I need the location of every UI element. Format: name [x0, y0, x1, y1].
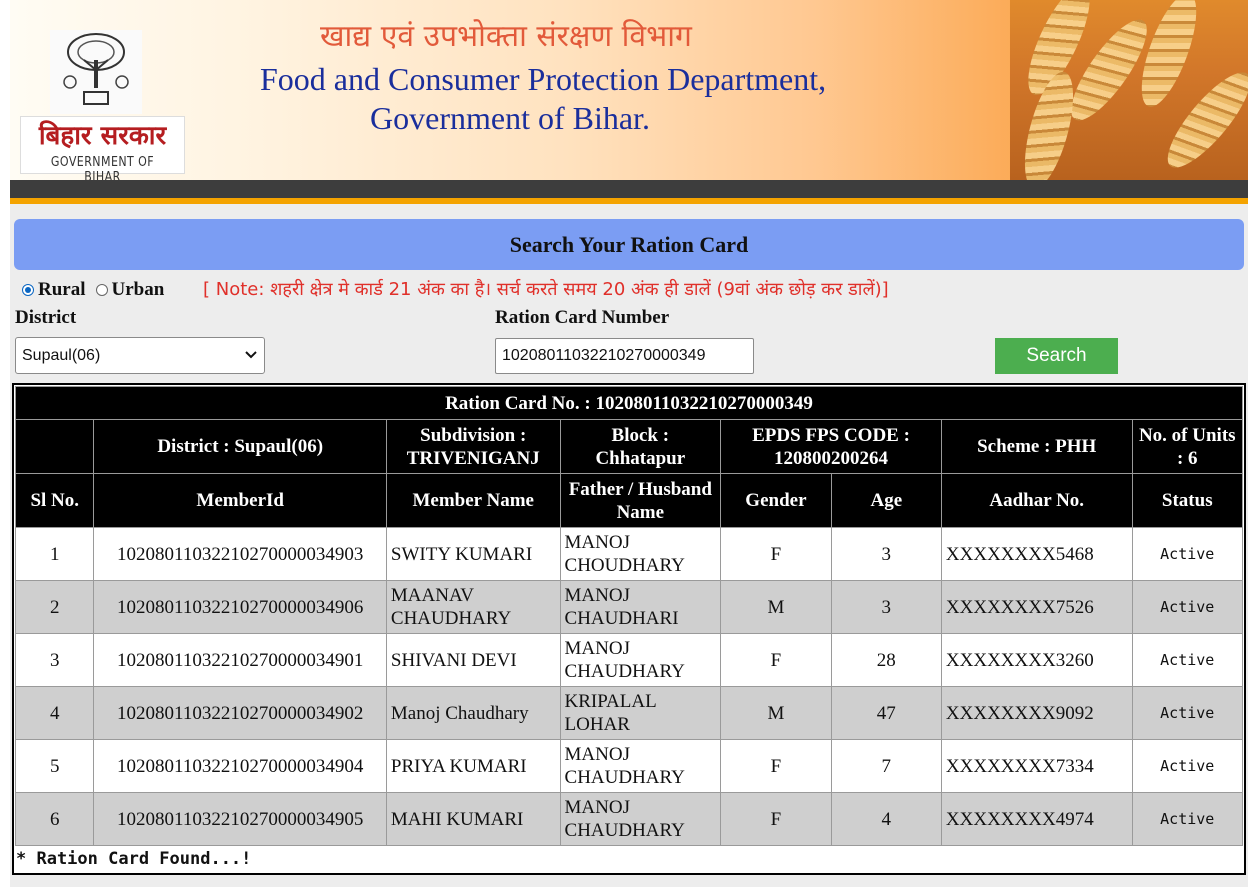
bodhi-tree-emblem-icon	[50, 30, 142, 114]
cell-age: 28	[831, 634, 941, 687]
cell-gender: M	[721, 581, 832, 634]
col-sl-no: Sl No.	[16, 474, 94, 528]
dept-title-hindi: खाद्य एवं उपभोक्ता संरक्षण विभाग	[320, 19, 692, 54]
govt-logo	[20, 30, 185, 180]
header-blank	[16, 420, 94, 474]
cell-age: 7	[831, 740, 941, 793]
cell-sl-no: 2	[16, 581, 94, 634]
cell-father-name: MANOJ CHAUDHARY	[560, 740, 721, 793]
col-age: Age	[831, 474, 941, 528]
header-divider-orange	[10, 198, 1248, 204]
cell-father-name: MANOJ CHAUDHARY	[560, 793, 721, 846]
cell-status: Active	[1132, 634, 1243, 687]
cell-aadhar: XXXXXXXX9092	[941, 687, 1132, 740]
cell-status: Active	[1132, 528, 1243, 581]
rural-radio[interactable]	[22, 284, 34, 296]
cell-age: 47	[831, 687, 941, 740]
logo-english-text: GOVERNMENT OF BIHAR	[50, 155, 155, 180]
chevron-down-icon	[244, 338, 258, 386]
cell-gender: F	[721, 528, 832, 581]
district-info: District : Supaul(06)	[94, 420, 386, 474]
cell-gender: F	[721, 793, 832, 846]
cell-gender: M	[721, 687, 832, 740]
epds-info: EPDS FPS CODE : 120800200264	[721, 420, 942, 474]
table-row	[16, 581, 1243, 634]
col-gender: Gender	[721, 474, 832, 528]
cell-aadhar: XXXXXXXX7526	[941, 581, 1132, 634]
cell-member-id: 1020801103221027000003490​2	[94, 687, 386, 740]
header-divider-dark	[10, 180, 1248, 198]
subdivision-info: Subdivision : TRIVENIGANJ	[386, 420, 560, 474]
wheat-image	[1010, 0, 1248, 180]
search-button[interactable]: Search	[995, 338, 1118, 374]
cell-aadhar: XXXXXXXX7334	[941, 740, 1132, 793]
rural-radio-label[interactable]: Rural	[38, 279, 86, 300]
cell-sl-no: 3	[16, 634, 94, 687]
col-aadhar: Aadhar No.	[941, 474, 1132, 528]
cell-member-name: SWITY KUMARI	[386, 528, 560, 581]
cell-age: 4	[831, 793, 941, 846]
cell-member-name: PRIYA KUMARI	[386, 740, 560, 793]
cell-status: Active	[1132, 740, 1243, 793]
cell-father-name: MANOJ CHAUDHARI	[560, 581, 721, 634]
cell-status: Active	[1132, 581, 1243, 634]
cell-gender: F	[721, 740, 832, 793]
col-status: Status	[1132, 474, 1243, 528]
cell-aadhar: XXXXXXXX5468	[941, 528, 1132, 581]
table-row	[16, 740, 1243, 793]
urban-radio-label[interactable]: Urban	[111, 279, 165, 300]
cell-gender: F	[721, 634, 832, 687]
cell-status: Active	[1132, 793, 1243, 846]
cell-father-name: KRIPALAL LOHAR	[560, 687, 721, 740]
ration-card-label: Ration Card Number	[495, 307, 670, 328]
units-info: No. of Units : 6	[1132, 420, 1243, 474]
dept-title-english: Food and Consumer Protection Department,	[260, 61, 827, 97]
search-panel-title: Search Your Ration Card	[14, 219, 1244, 270]
table-row	[16, 793, 1243, 846]
col-father-husband-name: Father / Husband Name	[560, 474, 721, 528]
ration-card-table	[12, 383, 1246, 875]
cell-sl-no: 4	[16, 687, 94, 740]
dept-subtitle-english: Government of Bihar.	[370, 100, 650, 136]
cell-member-id: 1020801103221027000003490​3	[94, 528, 386, 581]
cell-aadhar: XXXXXXXX4974	[941, 793, 1132, 846]
cell-member-id: 1020801103221027000003490​4	[94, 740, 386, 793]
cell-sl-no: 1	[16, 528, 94, 581]
cell-age: 3	[831, 581, 941, 634]
found-message: * Ration Card Found...!	[16, 849, 252, 869]
cell-age: 3	[831, 528, 941, 581]
search-note: [ Note: शहरी क्षेत्र मे कार्ड 21 अंक का है। सर्च करते समय 20 अंक ही डालें (9वां अंक छोड़ कर डालें)]	[203, 279, 889, 300]
cell-member-name: SHIVANI DEVI	[386, 634, 560, 687]
col-member-name: Member Name	[386, 474, 560, 528]
card-number-header: Ration Card No. : 10208011032210270000349	[16, 387, 1243, 420]
govt-logo-text	[20, 116, 185, 180]
cell-member-name: MAANAV CHAUDHARY	[386, 581, 560, 634]
district-label: District	[15, 307, 77, 328]
cell-member-id: 1020801103221027000003490​5	[94, 793, 386, 846]
area-radio-group	[22, 279, 174, 301]
page	[10, 0, 1248, 887]
scheme-info: Scheme : PHH	[941, 420, 1132, 474]
cell-aadhar: XXXXXXXX3260	[941, 634, 1132, 687]
header-banner	[10, 0, 1248, 180]
cell-member-id: 1020801103221027000003490​1	[94, 634, 386, 687]
district-select-value: Supaul(06)	[22, 347, 101, 364]
cell-member-id: 1020801103221027000003490​6	[94, 581, 386, 634]
table-row	[16, 687, 1243, 740]
ration-card-input[interactable]: 10208011032210270000349	[495, 338, 754, 374]
block-info: Block : Chhatapur	[560, 420, 721, 474]
cell-father-name: MANOJ CHOUDHARY	[560, 528, 721, 581]
cell-member-name: Manoj Chaudhary	[386, 687, 560, 740]
cell-sl-no: 6	[16, 793, 94, 846]
cell-sl-no: 5	[16, 740, 94, 793]
cell-member-name: MAHI KUMARI	[386, 793, 560, 846]
table-row	[16, 528, 1243, 581]
table-row	[16, 634, 1243, 687]
cell-status: Active	[1132, 687, 1243, 740]
logo-hindi-text: बिहार सरकार	[38, 121, 167, 151]
urban-radio[interactable]	[96, 284, 108, 296]
cell-father-name: MANOJ CHAUDHARY	[560, 634, 721, 687]
district-select[interactable]	[15, 337, 265, 374]
col-member-id: MemberId	[94, 474, 386, 528]
